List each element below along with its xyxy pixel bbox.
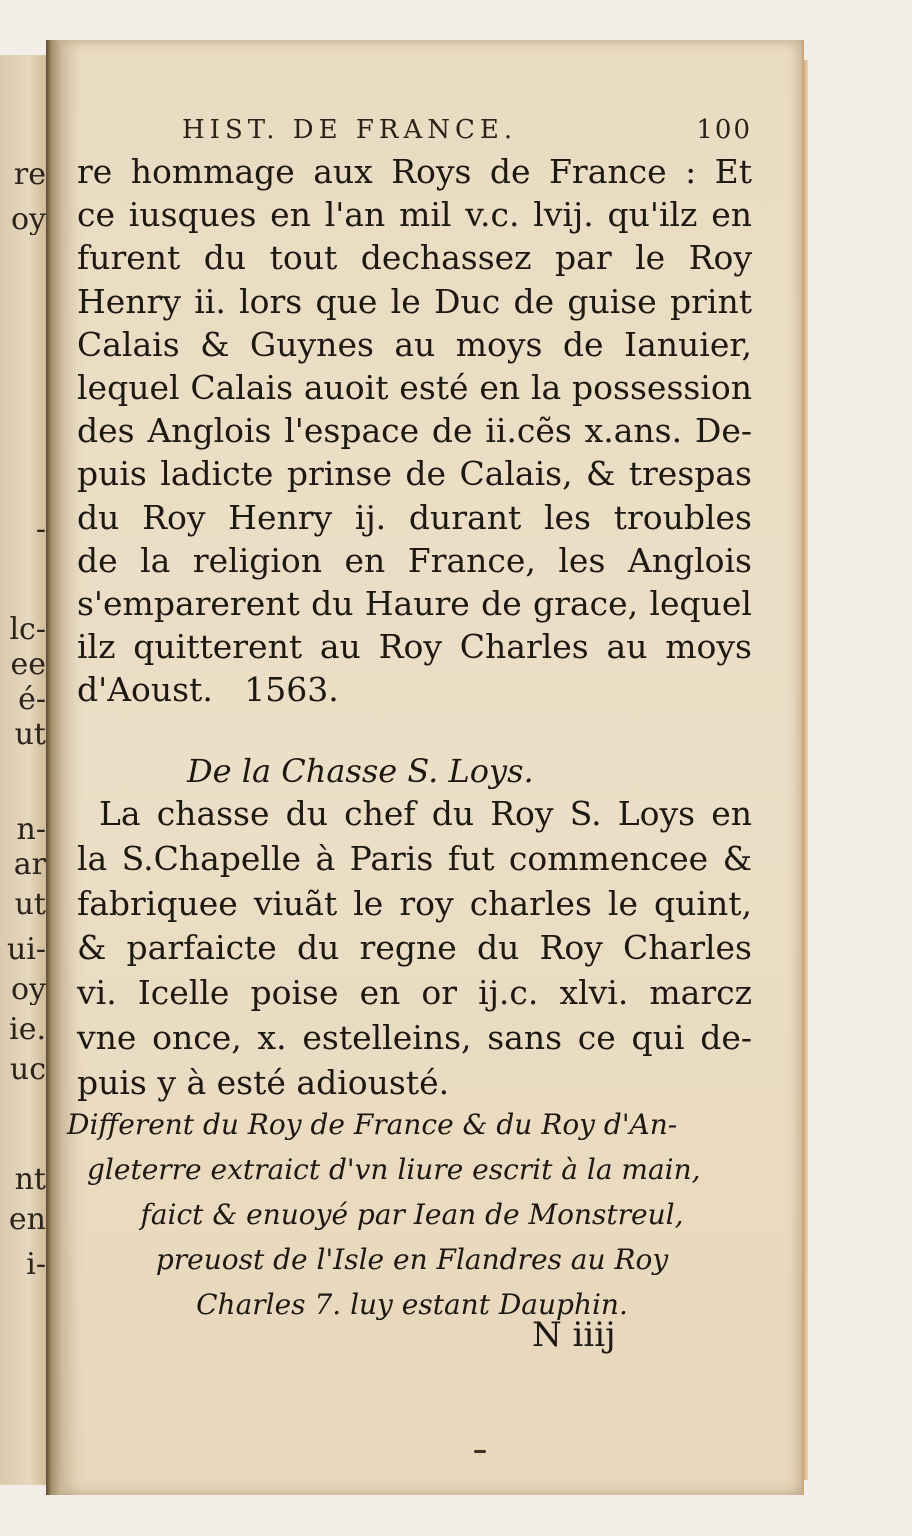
text-line: des Anglois l'espace de ii.cẽs x.ans. De- [77,411,752,451]
facing-page-edge [0,55,49,1485]
text-line: vne once, x. estelleins, sans ce qui de- [77,1017,752,1057]
text-line: puis ladicte prinse de Calais, & trespas [77,454,752,494]
text-line: la S.Chapelle à Paris fut commencee & [77,838,752,878]
facing-page-fragment: en [8,1205,46,1235]
facing-page-fragment: ee [10,650,46,680]
paragraph-main [77,150,752,712]
italic-line: preuost de l'Isle en Flandres au Roy [155,1243,669,1276]
facing-page-fragment: ar [13,850,46,880]
running-head-title: HIST. DE FRANCE. [182,115,518,145]
text-line: s'emparerent du Haure de grace, lequel [77,584,752,624]
text-line: re hommage aux Roys de France : Et [77,152,752,191]
paragraph-chasse [77,792,752,1106]
text-line: Henry ii. lors que le Duc de guise print [77,281,752,321]
page-ornament [474,1450,486,1453]
text-line: d'Aoust. 1563. [77,670,339,710]
page-edge [802,60,808,1480]
facing-page-fragment: ui- [6,935,46,965]
text-line: de la religion en France, les Anglois [77,540,752,580]
facing-page-fragment: uc [9,1055,46,1085]
italic-line: Charles 7. luy estant Dauphin. [196,1288,628,1321]
text-line: ilz quitterent au Roy Charles au moys [77,627,752,667]
facing-page-fragment: n- [16,815,46,845]
italic-line: Different du Roy de France & du Roy d'An- [67,1108,678,1141]
page-number: 100 [696,115,752,145]
text-line: vi. Icelle poise en or ij.c. xlvi. marcz [77,973,752,1013]
facing-page-fragment: ut [14,720,46,750]
facing-page-fragment: oy [10,205,46,235]
facing-page-fragment: i- [26,1250,46,1280]
facing-page-fragment: é- [18,685,46,715]
facing-page-fragment: ut [14,890,46,920]
facing-page-fragment: ie. [9,1015,46,1045]
text-line: lequel Calais auoit esté en la possession [77,368,752,408]
facing-page-fragment: lc- [9,615,46,645]
text-line: puis y à esté adiousté. [77,1062,450,1102]
facing-page-fragment: re [13,160,46,190]
text-line: ce iusques en l'an mil v.c. lvij. qu'ilz en [77,195,752,235]
text-line: Calais & Guynes au moys de Ianuier, [77,324,752,364]
italic-heading [67,1102,757,1327]
text-line: furent du tout dechassez par le Roy [77,238,752,278]
text-line: du Roy Henry ij. durant les troubles [77,497,752,537]
text-line: La chasse du chef du Roy S. Loys en [99,794,752,833]
italic-line: gleterre extraict d'vn liure escrit à la main, [87,1153,701,1186]
signature-mark: N iiij [532,1315,616,1355]
facing-page-fragment: nt [14,1165,46,1195]
facing-page-fragment: oy [10,975,46,1005]
book-page [62,40,804,1495]
facing-page-fragment: - [35,515,46,545]
section-heading: De la Chasse S. Loys. [187,752,534,790]
text-line: & parfaicte du regne du Roy Charles [77,928,752,968]
italic-line: faict & enuoyé par Iean de Monstreul, [140,1198,684,1231]
text-line: fabriquee viuãt le roy charles le quint, [77,883,752,923]
